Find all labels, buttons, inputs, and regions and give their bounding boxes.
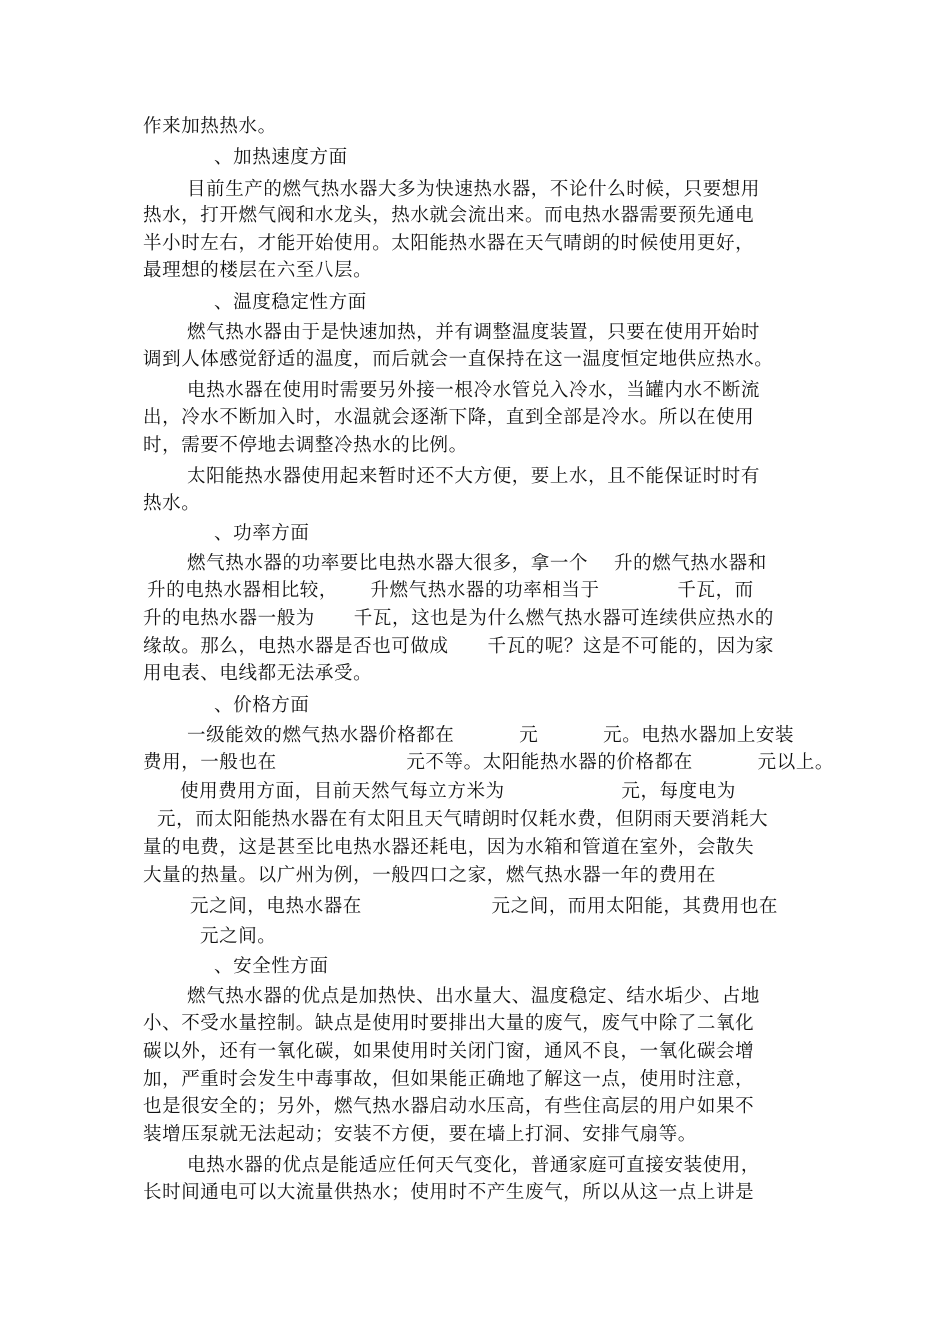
text-line: 热水，打开燃气阀和水龙头，热水就会流出来。而电热水器需要预先通电 (143, 205, 755, 226)
text-line: 用电表、电线都无法承受。 (143, 663, 373, 684)
text-line: 作来加热热水。 (143, 116, 277, 137)
text-line: 缘故。那么，电热水器是否也可做成 千瓦的呢？这是不可能的，因为家 (143, 636, 774, 657)
text-line: 最理想的楼层在六至八层。 (143, 260, 373, 281)
text-line: 元之间，电热水器在 元之间，而用太阳能，其费用也在 (190, 896, 779, 917)
text-line: 电热水器的优点是能适应任何天气变化，普通家庭可直接安装使用， (187, 1155, 761, 1176)
text-line: 元之间。 (200, 926, 277, 947)
text-line: 元，而太阳能热水器在有太阳且天气晴朗时仅耗水费，但阴雨天要消耗大 (157, 809, 769, 830)
text-line: 也是很安全的；另外，燃气热水器启动水压高，有些住高层的用户如果不 (143, 1096, 755, 1117)
text-line: 太阳能热水器使用起来暂时还不大方便，要上水，且不能保证时时有 (187, 466, 761, 487)
section-heading-price: 、价格方面 (214, 695, 310, 716)
section-heading-power: 、功率方面 (214, 523, 310, 544)
text-line: 调到人体感觉舒适的温度，而后就会一直保持在这一温度恒定地供应热水。 (143, 349, 774, 370)
text-line: 热水。 (143, 493, 201, 514)
text-line: 加，严重时会发生中毒事故，但如果能正确地了解这一点，使用时注意， (143, 1069, 755, 1090)
text-line: 燃气热水器的优点是加热快、出水量大、温度稳定、结水垢少、占地 (187, 986, 761, 1007)
text-line: 长时间通电可以大流量供热水；使用时不产生废气，所以从这一点上讲是 (143, 1182, 755, 1203)
text-line: 小、不受水量控制。缺点是使用时要排出大量的废气，废气中除了二氧化 (143, 1013, 755, 1034)
section-heading-safety: 、安全性方面 (214, 956, 329, 977)
text-line: 升的电热水器相比较， 升燃气热水器的功率相当于 千瓦，而 (147, 580, 754, 601)
text-line: 燃气热水器由于是快速加热，并有调整温度装置，只要在使用开始时 (187, 322, 761, 343)
text-line: 出，冷水不断加入时，水温就会逐渐下降，直到全部是冷水。所以在使用 (143, 407, 755, 428)
text-line: 量的电费，这是甚至比电热水器还耗电，因为水箱和管道在室外，会散失 (143, 837, 755, 858)
section-heading-temperature-stability: 、温度稳定性方面 (214, 292, 367, 313)
text-line: 时，需要不停地去调整冷热水的比例。 (143, 435, 468, 456)
text-line: 目前生产的燃气热水器大多为快速热水器，不论什么时候，只要想用 (187, 179, 761, 200)
text-line: 升的电热水器一般为 千瓦，这也是为什么燃气热水器可连续供应热水的 (143, 608, 774, 629)
text-line: 半小时左右，才能开始使用。太阳能热水器在天气晴朗的时候使用更好， (143, 233, 755, 254)
text-line: 一级能效的燃气热水器价格都在 元 元。电热水器加上安装 (187, 725, 795, 746)
text-line: 费用，一般也在 元不等。太阳能热水器的价格都在 元以上。 (143, 752, 835, 773)
text-line: 使用费用方面，目前天然气每立方米为 元，每度电为 (180, 781, 736, 802)
section-heading-heating-speed: 、加热速度方面 (214, 147, 348, 168)
text-line: 电热水器在使用时需要另外接一根冷水管兑入冷水，当罐内水不断流 (187, 380, 761, 401)
text-line: 碳以外，还有一氧化碳，如果使用时关闭门窗，通风不良，一氧化碳会增 (143, 1041, 755, 1062)
text-line: 大量的热量。以广州为例，一般四口之家，燃气热水器一年的费用在 (143, 865, 717, 886)
text-line: 燃气热水器的功率要比电热水器大很多，拿一个 升的燃气热水器和 (187, 553, 767, 574)
text-line: 装增压泵就无法起动；安装不方便，要在墙上打洞、安排气扇等。 (143, 1124, 697, 1145)
